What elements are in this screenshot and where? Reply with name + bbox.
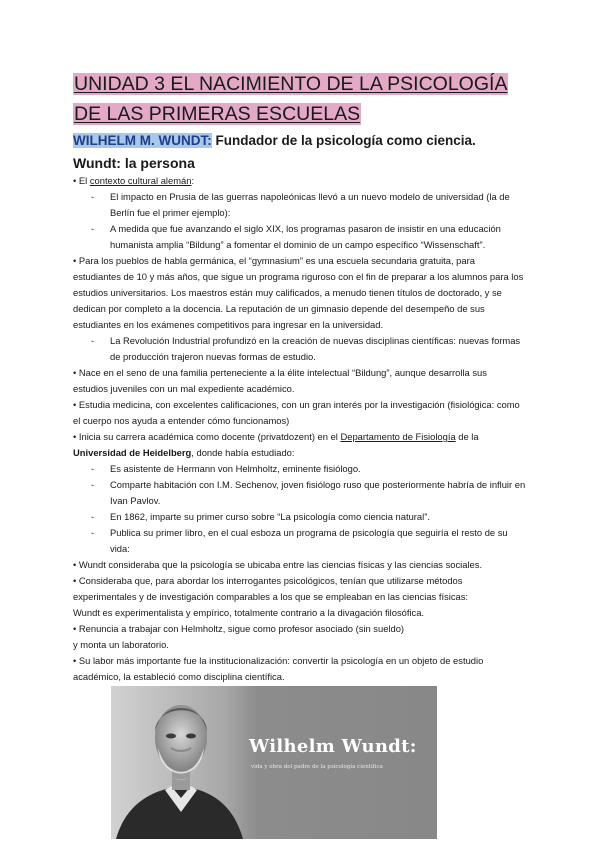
paragraph-line: estudios universitarios. Los maestros están muy calificados, a menudo tienen títulos de doctorado, y se: [73, 287, 502, 298]
paragraph-line: • Para los pueblos de habla germánica, el “gymnasium” es una escuela secundaria gratuita, para: [73, 255, 475, 266]
subtitle-highlight: WILHELM M. WUNDT:: [73, 133, 212, 148]
paragraph-line: experimentales y de investigación comparables a los que se empleaban en las ciencias físicas:: [73, 591, 469, 602]
dash-marker: -: [91, 511, 95, 522]
wundt-portrait-image: [111, 686, 437, 839]
paragraph-line: académico, la estableció como disciplina científica.: [73, 671, 285, 682]
unit-heading-line-2: DE LAS PRIMERAS ESCUELAS: [74, 103, 361, 125]
paragraph-line: Es asistente de Hermann von Helmholtz, eminente fisiólogo.: [110, 463, 361, 474]
subtitle: [73, 133, 476, 148]
dash-marker: -: [91, 191, 95, 202]
paragraph-line: dedican por completo a la docencia. La reputación de un gimnasio depende del desempeño de sus: [73, 303, 485, 314]
dash-marker: -: [91, 223, 95, 234]
paragraph-line: Publica su primer libro, en el cual esboza un programa de psicología que seguiría el resto de su: [110, 527, 508, 538]
paragraph-line: estudiantes de 10 y más años, que sigue un programa riguroso con el fin de preparar a los alumnos para los: [73, 271, 524, 282]
paragraph-line: • Consideraba que, para abordar los interrogantes psicológicos, tenían que utilizarse métodos: [73, 575, 463, 586]
paragraph-line: Wundt es experimentalista y empírico, totalmente contrario a la divagación filosófica.: [73, 607, 425, 618]
paragraph-line: Berlín fue el primer ejemplo):: [110, 207, 231, 218]
unit-heading-line-1: UNIDAD 3 EL NACIMIENTO DE LA PSICOLOGÍA: [74, 73, 508, 95]
paragraph-line: • El contexto cultural alemán:: [73, 175, 195, 186]
cultural-context-link: contexto cultural alemán: [89, 175, 192, 186]
paragraph-line: La Revolución Industrial profundizó en la creación de nuevas disciplinas científicas: nuevas formas: [110, 335, 521, 346]
paragraph-line: El impacto en Prusia de las guerras napoleónicas llevó a un nuevo modelo de universidad (la de: [110, 191, 510, 202]
image-banner-subtitle: vida y obra del padre de la psicología científica: [251, 764, 383, 770]
paragraph-line: • Renuncia a trabajar con Helmholtz, sigue como profesor asociado (sin sueldo): [73, 623, 405, 634]
dash-marker: -: [91, 335, 95, 346]
paragraph-line: estudios juveniles con un mal expediente académico.: [73, 383, 295, 394]
physiology-department-link: Departamento de Fisiología: [340, 431, 456, 442]
subtitle-rest: Fundador de la psicología como ciencia.: [211, 133, 476, 148]
paragraph-line: Ivan Pavlov.: [110, 495, 161, 506]
dash-marker: -: [91, 527, 95, 538]
paragraph-line: vida:: [110, 543, 130, 554]
paragraph-line: En 1862, imparte su primer curso sobre “La psicología como ciencia natural”.: [110, 511, 430, 522]
paragraph-line: • Estudia medicina, con excelentes calificaciones, con un gran interés por la investigación (fisiológica: como: [73, 399, 520, 410]
portrait-illustration: [111, 686, 437, 839]
paragraph-line: de producción trajeron nuevas formas de estudio.: [110, 351, 316, 362]
dash-marker: -: [91, 479, 95, 490]
paragraph-line: estudiantes en los exámenes competitivos para ingresar en la universidad.: [73, 319, 384, 330]
heidelberg-university: Universidad de Heidelberg: [73, 447, 192, 458]
paragraph-line: • Nace en el seno de una familia perteneciente a la élite intelectual “Bildung”, aunque desarrolla sus: [73, 367, 487, 378]
paragraph-line: A medida que fue avanzando el siglo XIX, los programas pasaron de insistir en una educación: [110, 223, 501, 234]
paragraph-line: y monta un laboratorio.: [73, 639, 169, 650]
section-title: Wundt: la persona: [73, 155, 195, 171]
paragraph-line: • Inicia su carrera académica como docente (privatdozent) en el Departamento de Fisiología de la: [73, 431, 479, 442]
dash-marker: -: [91, 463, 95, 474]
paragraph-line: • Wundt consideraba que la psicología se ubicaba entre las ciencias físicas y las ciencias sociales.: [73, 559, 483, 570]
paragraph-line: Comparte habitación con I.M. Sechenov, joven fisiólogo ruso que posteriormente habría de influir en: [110, 479, 526, 490]
image-banner-title: Wilhelm Wundt:: [249, 736, 417, 757]
paragraph-line: el cuerpo nos ayuda a entender cómo funcionamos): [73, 415, 290, 426]
paragraph-line: Universidad de Heidelberg, donde había estudiado:: [73, 447, 295, 458]
paragraph-line: humanista amplia “Bildung” a fomentar el dominio de un campo específico “Wissenschaft”.: [110, 239, 486, 250]
paragraph-line: • Su labor más importante fue la institucionalización: convertir la psicología en un objeto de estudio: [73, 655, 484, 666]
